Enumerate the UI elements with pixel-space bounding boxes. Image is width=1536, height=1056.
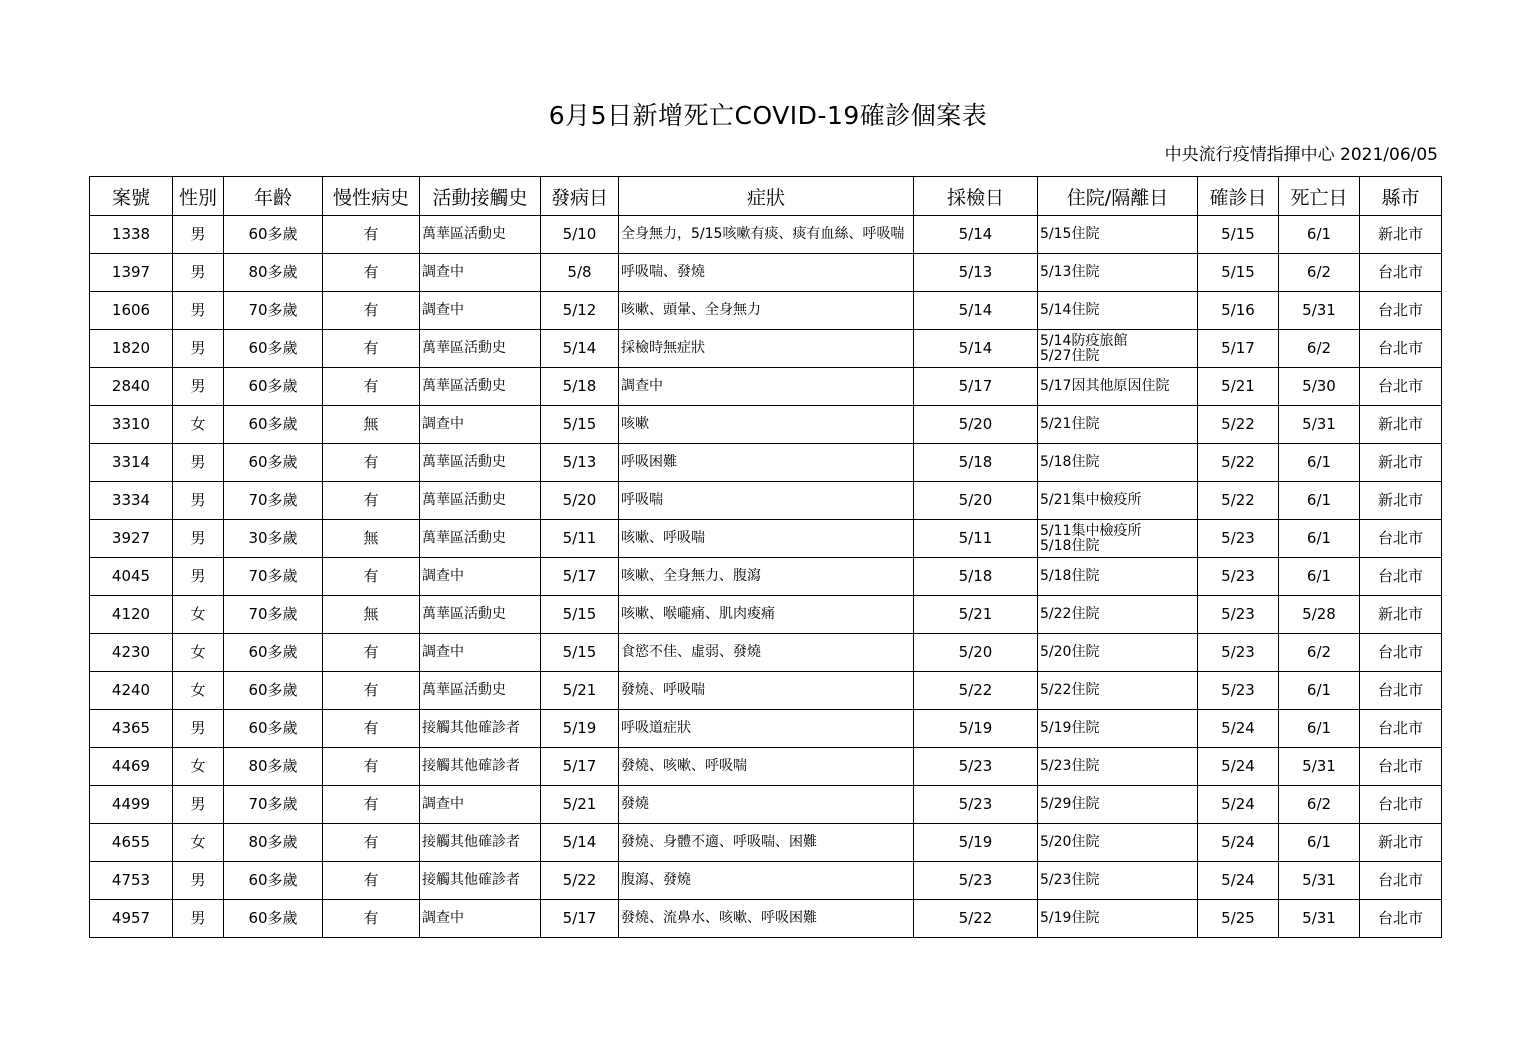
confirm-date-cell: 5/23 — [1198, 596, 1279, 634]
city-cell: 新北市 — [1360, 824, 1442, 862]
chronic-history-cell: 無 — [323, 406, 420, 444]
death-date-cell: 5/30 — [1279, 368, 1360, 406]
table-row — [90, 900, 1442, 938]
contact-history-cell: 萬華區活動史 — [420, 482, 541, 520]
onset-date-cell: 5/20 — [541, 482, 619, 520]
contact-history-cell: 萬華區活動史 — [420, 672, 541, 710]
death-date-cell: 6/1 — [1279, 558, 1360, 596]
test-date-cell: 5/22 — [914, 900, 1038, 938]
chronic-history-cell: 有 — [323, 558, 420, 596]
case-number-cell: 4957 — [90, 900, 173, 938]
city-cell: 新北市 — [1360, 216, 1442, 254]
header-sex: 性別 — [173, 177, 224, 216]
age-cell: 70多歲 — [224, 786, 323, 824]
contact-history-cell: 萬華區活動史 — [420, 368, 541, 406]
age-cell: 60多歲 — [224, 406, 323, 444]
age-cell: 60多歲 — [224, 330, 323, 368]
case-number-cell: 4469 — [90, 748, 173, 786]
symptoms-cell: 咳嗽、呼吸喘 — [619, 520, 914, 558]
hospital-date-cell: 5/14防疫旅館 5/27住院 — [1038, 330, 1198, 368]
city-cell: 台北市 — [1360, 672, 1442, 710]
death-date-cell: 5/31 — [1279, 406, 1360, 444]
case-number-cell: 4499 — [90, 786, 173, 824]
header-chronic-history: 慢性病史 — [323, 177, 420, 216]
confirm-date-cell: 5/23 — [1198, 634, 1279, 672]
death-date-cell: 6/2 — [1279, 254, 1360, 292]
confirm-date-cell: 5/23 — [1198, 520, 1279, 558]
case-number-cell: 4120 — [90, 596, 173, 634]
age-cell: 70多歲 — [224, 292, 323, 330]
test-date-cell: 5/23 — [914, 786, 1038, 824]
header-confirm-date: 確診日 — [1198, 177, 1279, 216]
onset-date-cell: 5/10 — [541, 216, 619, 254]
case-number-cell: 4655 — [90, 824, 173, 862]
hospital-date-cell: 5/29住院 — [1038, 786, 1198, 824]
chronic-history-cell: 有 — [323, 216, 420, 254]
contact-history-cell: 萬華區活動史 — [420, 444, 541, 482]
table-row — [90, 216, 1442, 254]
sex-cell: 男 — [173, 520, 224, 558]
onset-date-cell: 5/11 — [541, 520, 619, 558]
contact-history-cell: 調查中 — [420, 254, 541, 292]
contact-history-cell: 萬華區活動史 — [420, 520, 541, 558]
contact-history-cell: 調查中 — [420, 900, 541, 938]
chronic-history-cell: 有 — [323, 254, 420, 292]
confirm-date-cell: 5/23 — [1198, 558, 1279, 596]
age-cell: 60多歲 — [224, 710, 323, 748]
contact-history-cell: 萬華區活動史 — [420, 216, 541, 254]
onset-date-cell: 5/15 — [541, 406, 619, 444]
age-cell: 70多歲 — [224, 558, 323, 596]
chronic-history-cell: 有 — [323, 710, 420, 748]
age-cell: 60多歲 — [224, 444, 323, 482]
case-number-cell: 1820 — [90, 330, 173, 368]
sex-cell: 女 — [173, 824, 224, 862]
death-case-table — [89, 176, 1442, 938]
sex-cell: 男 — [173, 786, 224, 824]
age-cell: 60多歲 — [224, 216, 323, 254]
case-number-cell: 1606 — [90, 292, 173, 330]
test-date-cell: 5/23 — [914, 748, 1038, 786]
confirm-date-cell: 5/24 — [1198, 748, 1279, 786]
sex-cell: 男 — [173, 862, 224, 900]
confirm-date-cell: 5/22 — [1198, 406, 1279, 444]
table-row — [90, 444, 1442, 482]
sex-cell: 男 — [173, 368, 224, 406]
confirm-date-cell: 5/21 — [1198, 368, 1279, 406]
hospital-date-cell: 5/20住院 — [1038, 824, 1198, 862]
hospital-date-cell: 5/22住院 — [1038, 672, 1198, 710]
onset-date-cell: 5/21 — [541, 672, 619, 710]
case-number-cell: 1338 — [90, 216, 173, 254]
test-date-cell: 5/14 — [914, 330, 1038, 368]
hospital-date-cell: 5/23住院 — [1038, 748, 1198, 786]
chronic-history-cell: 無 — [323, 520, 420, 558]
sex-cell: 男 — [173, 216, 224, 254]
city-cell: 台北市 — [1360, 368, 1442, 406]
header-contact-history: 活動接觸史 — [420, 177, 541, 216]
header-onset-date: 發病日 — [541, 177, 619, 216]
age-cell: 80多歲 — [224, 254, 323, 292]
symptoms-cell: 咳嗽、全身無力、腹瀉 — [619, 558, 914, 596]
onset-date-cell: 5/12 — [541, 292, 619, 330]
symptoms-cell: 食慾不佳、虛弱、發燒 — [619, 634, 914, 672]
sex-cell: 男 — [173, 444, 224, 482]
test-date-cell: 5/20 — [914, 406, 1038, 444]
onset-date-cell: 5/21 — [541, 786, 619, 824]
contact-history-cell: 調查中 — [420, 634, 541, 672]
confirm-date-cell: 5/24 — [1198, 862, 1279, 900]
city-cell: 新北市 — [1360, 444, 1442, 482]
table-header-row — [90, 177, 1442, 216]
age-cell: 70多歲 — [224, 596, 323, 634]
case-number-cell: 4753 — [90, 862, 173, 900]
hospital-date-cell: 5/21住院 — [1038, 406, 1198, 444]
hospital-date-cell: 5/17因其他原因住院 — [1038, 368, 1198, 406]
contact-history-cell: 接觸其他確診者 — [420, 748, 541, 786]
city-cell: 台北市 — [1360, 710, 1442, 748]
table-row — [90, 368, 1442, 406]
city-cell: 台北市 — [1360, 862, 1442, 900]
contact-history-cell: 接觸其他確診者 — [420, 710, 541, 748]
hospital-date-cell: 5/23住院 — [1038, 862, 1198, 900]
death-date-cell: 5/31 — [1279, 900, 1360, 938]
table-row — [90, 292, 1442, 330]
age-cell: 60多歲 — [224, 368, 323, 406]
confirm-date-cell: 5/22 — [1198, 444, 1279, 482]
confirm-date-cell: 5/15 — [1198, 216, 1279, 254]
test-date-cell: 5/14 — [914, 216, 1038, 254]
death-date-cell: 6/1 — [1279, 482, 1360, 520]
test-date-cell: 5/22 — [914, 672, 1038, 710]
onset-date-cell: 5/18 — [541, 368, 619, 406]
symptoms-cell: 發燒、咳嗽、呼吸喘 — [619, 748, 914, 786]
hospital-date-cell: 5/20住院 — [1038, 634, 1198, 672]
confirm-date-cell: 5/16 — [1198, 292, 1279, 330]
age-cell: 80多歲 — [224, 824, 323, 862]
case-number-cell: 2840 — [90, 368, 173, 406]
table-row — [90, 786, 1442, 824]
death-date-cell: 6/1 — [1279, 444, 1360, 482]
onset-date-cell: 5/22 — [541, 862, 619, 900]
confirm-date-cell: 5/24 — [1198, 710, 1279, 748]
contact-history-cell: 接觸其他確診者 — [420, 824, 541, 862]
chronic-history-cell: 有 — [323, 862, 420, 900]
header-symptoms: 症狀 — [619, 177, 914, 216]
confirm-date-cell: 5/24 — [1198, 786, 1279, 824]
age-cell: 60多歲 — [224, 862, 323, 900]
test-date-cell: 5/18 — [914, 444, 1038, 482]
sex-cell: 男 — [173, 482, 224, 520]
sex-cell: 女 — [173, 748, 224, 786]
city-cell: 台北市 — [1360, 292, 1442, 330]
city-cell: 台北市 — [1360, 254, 1442, 292]
chronic-history-cell: 有 — [323, 292, 420, 330]
table-row — [90, 254, 1442, 292]
test-date-cell: 5/13 — [914, 254, 1038, 292]
chronic-history-cell: 有 — [323, 786, 420, 824]
death-date-cell: 5/28 — [1279, 596, 1360, 634]
city-cell: 新北市 — [1360, 596, 1442, 634]
death-date-cell: 5/31 — [1279, 748, 1360, 786]
age-cell: 70多歲 — [224, 482, 323, 520]
hospital-date-cell: 5/15住院 — [1038, 216, 1198, 254]
hospital-date-cell: 5/18住院 — [1038, 558, 1198, 596]
table-row — [90, 824, 1442, 862]
hospital-date-cell: 5/19住院 — [1038, 710, 1198, 748]
death-date-cell: 5/31 — [1279, 292, 1360, 330]
confirm-date-cell: 5/25 — [1198, 900, 1279, 938]
sex-cell: 男 — [173, 254, 224, 292]
onset-date-cell: 5/14 — [541, 330, 619, 368]
onset-date-cell: 5/17 — [541, 558, 619, 596]
death-date-cell: 6/1 — [1279, 824, 1360, 862]
sex-cell: 男 — [173, 330, 224, 368]
hospital-date-cell: 5/22住院 — [1038, 596, 1198, 634]
test-date-cell: 5/19 — [914, 710, 1038, 748]
contact-history-cell: 接觸其他確診者 — [420, 862, 541, 900]
source-and-date: 中央流行疫情指揮中心 2021/06/05 — [1164, 145, 1438, 165]
death-date-cell: 6/1 — [1279, 672, 1360, 710]
case-number-cell: 4045 — [90, 558, 173, 596]
symptoms-cell: 呼吸喘、發燒 — [619, 254, 914, 292]
case-number-cell: 4230 — [90, 634, 173, 672]
death-date-cell: 6/2 — [1279, 634, 1360, 672]
city-cell: 台北市 — [1360, 900, 1442, 938]
contact-history-cell: 調查中 — [420, 558, 541, 596]
city-cell: 台北市 — [1360, 786, 1442, 824]
table-row — [90, 862, 1442, 900]
table-row — [90, 748, 1442, 786]
symptoms-cell: 調查中 — [619, 368, 914, 406]
test-date-cell: 5/14 — [914, 292, 1038, 330]
city-cell: 台北市 — [1360, 520, 1442, 558]
hospital-date-cell: 5/13住院 — [1038, 254, 1198, 292]
table-row — [90, 596, 1442, 634]
table-row — [90, 330, 1442, 368]
case-number-cell: 3314 — [90, 444, 173, 482]
symptoms-cell: 咳嗽、頭暈、全身無力 — [619, 292, 914, 330]
chronic-history-cell: 有 — [323, 368, 420, 406]
sex-cell: 女 — [173, 406, 224, 444]
onset-date-cell: 5/14 — [541, 824, 619, 862]
case-number-cell: 4240 — [90, 672, 173, 710]
age-cell: 60多歲 — [224, 672, 323, 710]
hospital-date-cell: 5/11集中檢疫所 5/18住院 — [1038, 520, 1198, 558]
sex-cell: 男 — [173, 710, 224, 748]
contact-history-cell: 萬華區活動史 — [420, 330, 541, 368]
header-age: 年齡 — [224, 177, 323, 216]
chronic-history-cell: 有 — [323, 482, 420, 520]
hospital-date-cell: 5/19住院 — [1038, 900, 1198, 938]
chronic-history-cell: 有 — [323, 900, 420, 938]
table-row — [90, 406, 1442, 444]
document-title: 6月5日新增死亡COVID-19確診個案表 — [548, 101, 988, 130]
case-number-cell: 3334 — [90, 482, 173, 520]
contact-history-cell: 萬華區活動史 — [420, 596, 541, 634]
chronic-history-cell: 有 — [323, 748, 420, 786]
hospital-date-cell: 5/18住院 — [1038, 444, 1198, 482]
chronic-history-cell: 有 — [323, 634, 420, 672]
symptoms-cell: 發燒、呼吸喘 — [619, 672, 914, 710]
table-row — [90, 634, 1442, 672]
death-date-cell: 6/1 — [1279, 710, 1360, 748]
table-row — [90, 558, 1442, 596]
sex-cell: 男 — [173, 558, 224, 596]
city-cell: 台北市 — [1360, 634, 1442, 672]
onset-date-cell: 5/15 — [541, 634, 619, 672]
sex-cell: 女 — [173, 634, 224, 672]
contact-history-cell: 調查中 — [420, 292, 541, 330]
city-cell: 台北市 — [1360, 748, 1442, 786]
header-hospital-date: 住院/隔離日 — [1038, 177, 1198, 216]
test-date-cell: 5/17 — [914, 368, 1038, 406]
header-case-number: 案號 — [90, 177, 173, 216]
table-row — [90, 710, 1442, 748]
case-number-cell: 3927 — [90, 520, 173, 558]
symptoms-cell: 採檢時無症狀 — [619, 330, 914, 368]
chronic-history-cell: 有 — [323, 444, 420, 482]
hospital-date-cell: 5/14住院 — [1038, 292, 1198, 330]
chronic-history-cell: 無 — [323, 596, 420, 634]
onset-date-cell: 5/15 — [541, 596, 619, 634]
age-cell: 60多歲 — [224, 900, 323, 938]
city-cell: 新北市 — [1360, 406, 1442, 444]
death-date-cell: 5/31 — [1279, 862, 1360, 900]
city-cell: 台北市 — [1360, 330, 1442, 368]
chronic-history-cell: 有 — [323, 330, 420, 368]
symptoms-cell: 發燒、身體不適、呼吸喘、困難 — [619, 824, 914, 862]
table-body — [90, 216, 1442, 938]
onset-date-cell: 5/8 — [541, 254, 619, 292]
confirm-date-cell: 5/17 — [1198, 330, 1279, 368]
contact-history-cell: 調查中 — [420, 786, 541, 824]
sex-cell: 男 — [173, 900, 224, 938]
confirm-date-cell: 5/15 — [1198, 254, 1279, 292]
symptoms-cell: 呼吸道症狀 — [619, 710, 914, 748]
test-date-cell: 5/20 — [914, 634, 1038, 672]
onset-date-cell: 5/13 — [541, 444, 619, 482]
contact-history-cell: 調查中 — [420, 406, 541, 444]
death-date-cell: 6/1 — [1279, 520, 1360, 558]
header-test-date: 採檢日 — [914, 177, 1038, 216]
test-date-cell: 5/11 — [914, 520, 1038, 558]
test-date-cell: 5/21 — [914, 596, 1038, 634]
test-date-cell: 5/23 — [914, 862, 1038, 900]
age-cell: 80多歲 — [224, 748, 323, 786]
test-date-cell: 5/18 — [914, 558, 1038, 596]
test-date-cell: 5/20 — [914, 482, 1038, 520]
symptoms-cell: 發燒、流鼻水、咳嗽、呼吸困難 — [619, 900, 914, 938]
symptoms-cell: 咳嗽 — [619, 406, 914, 444]
header-city: 縣市 — [1360, 177, 1442, 216]
symptoms-cell: 腹瀉、發燒 — [619, 862, 914, 900]
onset-date-cell: 5/19 — [541, 710, 619, 748]
confirm-date-cell: 5/23 — [1198, 672, 1279, 710]
chronic-history-cell: 有 — [323, 672, 420, 710]
death-date-cell: 6/2 — [1279, 786, 1360, 824]
age-cell: 30多歲 — [224, 520, 323, 558]
case-number-cell: 3310 — [90, 406, 173, 444]
sex-cell: 女 — [173, 672, 224, 710]
sex-cell: 男 — [173, 292, 224, 330]
sex-cell: 女 — [173, 596, 224, 634]
death-date-cell: 6/1 — [1279, 216, 1360, 254]
onset-date-cell: 5/17 — [541, 748, 619, 786]
confirm-date-cell: 5/22 — [1198, 482, 1279, 520]
symptoms-cell: 發燒 — [619, 786, 914, 824]
death-date-cell: 6/2 — [1279, 330, 1360, 368]
city-cell: 台北市 — [1360, 558, 1442, 596]
table-row — [90, 672, 1442, 710]
city-cell: 新北市 — [1360, 482, 1442, 520]
table-row — [90, 520, 1442, 558]
symptoms-cell: 咳嗽、喉嚨痛、肌肉痠痛 — [619, 596, 914, 634]
age-cell: 60多歲 — [224, 634, 323, 672]
header-death-date: 死亡日 — [1279, 177, 1360, 216]
confirm-date-cell: 5/24 — [1198, 824, 1279, 862]
symptoms-cell: 全身無力，5/15咳嗽有痰、痰有血絲、呼吸喘 — [619, 216, 914, 254]
table-row — [90, 482, 1442, 520]
onset-date-cell: 5/17 — [541, 900, 619, 938]
case-number-cell: 4365 — [90, 710, 173, 748]
symptoms-cell: 呼吸喘 — [619, 482, 914, 520]
chronic-history-cell: 有 — [323, 824, 420, 862]
symptoms-cell: 呼吸困難 — [619, 444, 914, 482]
case-number-cell: 1397 — [90, 254, 173, 292]
test-date-cell: 5/19 — [914, 824, 1038, 862]
hospital-date-cell: 5/21集中檢疫所 — [1038, 482, 1198, 520]
